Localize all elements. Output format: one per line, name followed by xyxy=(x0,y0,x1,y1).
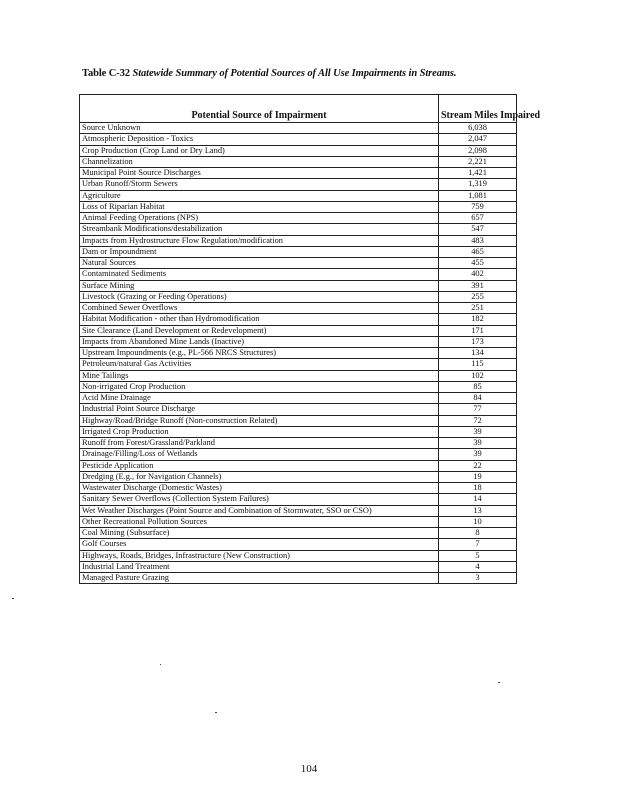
table-row xyxy=(80,168,517,179)
page-number: 104 xyxy=(300,763,318,775)
table-row xyxy=(80,561,517,572)
miles-cell: 14 xyxy=(439,494,517,505)
miles-cell: 13 xyxy=(439,505,517,516)
table-row xyxy=(80,460,517,471)
source-cell: Agriculture xyxy=(80,190,439,201)
miles-cell: 102 xyxy=(439,370,517,381)
miles-cell: 134 xyxy=(439,348,517,359)
scan-speck xyxy=(215,712,217,713)
table-row xyxy=(80,505,517,516)
table-row xyxy=(80,415,517,426)
table-row xyxy=(80,235,517,246)
table-row xyxy=(80,404,517,415)
miles-cell: 455 xyxy=(439,258,517,269)
miles-cell: 5 xyxy=(439,550,517,561)
miles-cell: 22 xyxy=(439,460,517,471)
miles-cell: 19 xyxy=(439,471,517,482)
source-cell: Impacts from Hydrostructure Flow Regulation/modification xyxy=(80,235,439,246)
table-row xyxy=(80,134,517,145)
miles-cell: 7 xyxy=(439,539,517,550)
table-row xyxy=(80,201,517,212)
table-row xyxy=(80,190,517,201)
table-row xyxy=(80,291,517,302)
source-cell: Channelization xyxy=(80,156,439,167)
table-row xyxy=(80,156,517,167)
source-cell: Coal Mining (Subsurface) xyxy=(80,528,439,539)
table-row xyxy=(80,314,517,325)
table-row xyxy=(80,438,517,449)
source-cell: Streambank Modifications/destabilization xyxy=(80,224,439,235)
source-cell: Natural Sources xyxy=(80,258,439,269)
table-row xyxy=(80,483,517,494)
source-cell: Sanitary Sewer Overflows (Collection System Failures) xyxy=(80,494,439,505)
table-row xyxy=(80,539,517,550)
impairment-sources-table xyxy=(79,94,541,584)
miles-cell: 8 xyxy=(439,528,517,539)
source-cell: Wet Weather Discharges (Point Source and Combination of Stormwater, SSO or CSO) xyxy=(80,505,439,516)
scan-speck xyxy=(498,682,500,683)
miles-cell: 391 xyxy=(439,280,517,291)
table-caption-text: Statewide Summary of Potential Sources of All Use Impairments in Streams. xyxy=(132,68,457,79)
miles-cell: 77 xyxy=(439,404,517,415)
source-cell: Site Clearance (Land Development or Redevelopment) xyxy=(80,325,439,336)
source-cell: Drainage/Filling/Loss of Wetlands xyxy=(80,449,439,460)
table-caption-label: Table C-32 xyxy=(82,68,130,79)
miles-cell: 85 xyxy=(439,381,517,392)
table-row xyxy=(80,528,517,539)
miles-cell: 171 xyxy=(439,325,517,336)
table-row xyxy=(80,179,517,190)
table-row xyxy=(80,269,517,280)
miles-cell: 173 xyxy=(439,336,517,347)
miles-cell: 255 xyxy=(439,291,517,302)
source-cell: Surface Mining xyxy=(80,280,439,291)
table-row xyxy=(80,471,517,482)
miles-cell: 18 xyxy=(439,483,517,494)
miles-cell: 657 xyxy=(439,213,517,224)
header-stream-miles: Stream Miles Impaired xyxy=(439,95,517,123)
miles-cell: 1,081 xyxy=(439,190,517,201)
source-cell: Impacts from Abandoned Mine Lands (Inactive) xyxy=(80,336,439,347)
table-row xyxy=(80,494,517,505)
miles-cell: 6,038 xyxy=(439,123,517,134)
source-cell: Upstream Impoundments (e.g., PL-566 NRCS Structures) xyxy=(80,348,439,359)
source-cell: Mine Tailings xyxy=(80,370,439,381)
source-cell: Dam or Impoundment xyxy=(80,246,439,257)
table-row xyxy=(80,573,517,584)
miles-cell: 10 xyxy=(439,516,517,527)
source-cell: Acid Mine Drainage xyxy=(80,393,439,404)
source-cell: Highway/Road/Bridge Runoff (Non-construction Related) xyxy=(80,415,439,426)
table-row xyxy=(80,348,517,359)
source-cell: Contaminated Sediments xyxy=(80,269,439,280)
table-row xyxy=(80,213,517,224)
source-cell: Golf Courses xyxy=(80,539,439,550)
miles-cell: 72 xyxy=(439,415,517,426)
source-cell: Municipal Point Source Discharges xyxy=(80,168,439,179)
table-row xyxy=(80,246,517,257)
source-cell: Animal Feeding Operations (NPS) xyxy=(80,213,439,224)
miles-cell: 2,221 xyxy=(439,156,517,167)
miles-cell: 39 xyxy=(439,426,517,437)
source-cell: Crop Production (Crop Land or Dry Land) xyxy=(80,145,439,156)
source-cell: Pesticide Application xyxy=(80,460,439,471)
table-row xyxy=(80,303,517,314)
source-cell: Dredging (E.g., for Navigation Channels) xyxy=(80,471,439,482)
table-caption xyxy=(82,68,542,79)
source-cell: Other Recreational Pollution Sources xyxy=(80,516,439,527)
miles-cell: 1,421 xyxy=(439,168,517,179)
table-row xyxy=(80,123,517,134)
miles-cell: 402 xyxy=(439,269,517,280)
source-cell: Loss of Riparian Habitat xyxy=(80,201,439,212)
miles-cell: 39 xyxy=(439,449,517,460)
table-row xyxy=(80,516,517,527)
source-cell: Wastewater Discharge (Domestic Wastes) xyxy=(80,483,439,494)
miles-cell: 3 xyxy=(439,573,517,584)
source-cell: Irrigated Crop Production xyxy=(80,426,439,437)
miles-cell: 251 xyxy=(439,303,517,314)
miles-cell: 4 xyxy=(439,561,517,572)
table-row xyxy=(80,258,517,269)
source-cell: Non-irrigated Crop Production xyxy=(80,381,439,392)
miles-cell: 2,047 xyxy=(439,134,517,145)
source-cell: Petroleum/natural Gas Activities xyxy=(80,359,439,370)
miles-cell: 182 xyxy=(439,314,517,325)
table-row xyxy=(80,336,517,347)
scan-speck xyxy=(12,598,14,599)
source-cell: Livestock (Grazing or Feeding Operations) xyxy=(80,291,439,302)
miles-cell: 547 xyxy=(439,224,517,235)
table-row xyxy=(80,145,517,156)
table-row xyxy=(80,325,517,336)
table-body xyxy=(80,123,517,584)
miles-cell: 84 xyxy=(439,393,517,404)
miles-cell: 1,319 xyxy=(439,179,517,190)
table-row xyxy=(80,370,517,381)
table-row xyxy=(80,381,517,392)
table-row xyxy=(80,393,517,404)
miles-cell: 465 xyxy=(439,246,517,257)
source-cell: Runoff from Forest/Grassland/Parkland xyxy=(80,438,439,449)
miles-cell: 39 xyxy=(439,438,517,449)
table-row xyxy=(80,224,517,235)
table-row xyxy=(80,550,517,561)
table-row xyxy=(80,359,517,370)
source-cell: Combined Sewer Overflows xyxy=(80,303,439,314)
header-potential-source: Potential Source of Impairment xyxy=(80,95,439,123)
source-cell: Atmospheric Deposition - Toxics xyxy=(80,134,439,145)
table-header-row xyxy=(80,95,517,123)
source-cell: Industrial Land Treatment xyxy=(80,561,439,572)
miles-cell: 2,098 xyxy=(439,145,517,156)
table-row xyxy=(80,426,517,437)
source-cell: Source Unknown xyxy=(80,123,439,134)
table-row xyxy=(80,449,517,460)
source-cell: Managed Pasture Grazing xyxy=(80,573,439,584)
source-cell: Industrial Point Source Discharge xyxy=(80,404,439,415)
source-cell: Habitat Modification - other than Hydromodification xyxy=(80,314,439,325)
table-row xyxy=(80,280,517,291)
miles-cell: 483 xyxy=(439,235,517,246)
miles-cell: 115 xyxy=(439,359,517,370)
source-cell: Highways, Roads, Bridges, Infrastructure (New Construction) xyxy=(80,550,439,561)
scan-speck xyxy=(160,664,161,665)
source-cell: Urban Runoff/Storm Sewers xyxy=(80,179,439,190)
miles-cell: 759 xyxy=(439,201,517,212)
